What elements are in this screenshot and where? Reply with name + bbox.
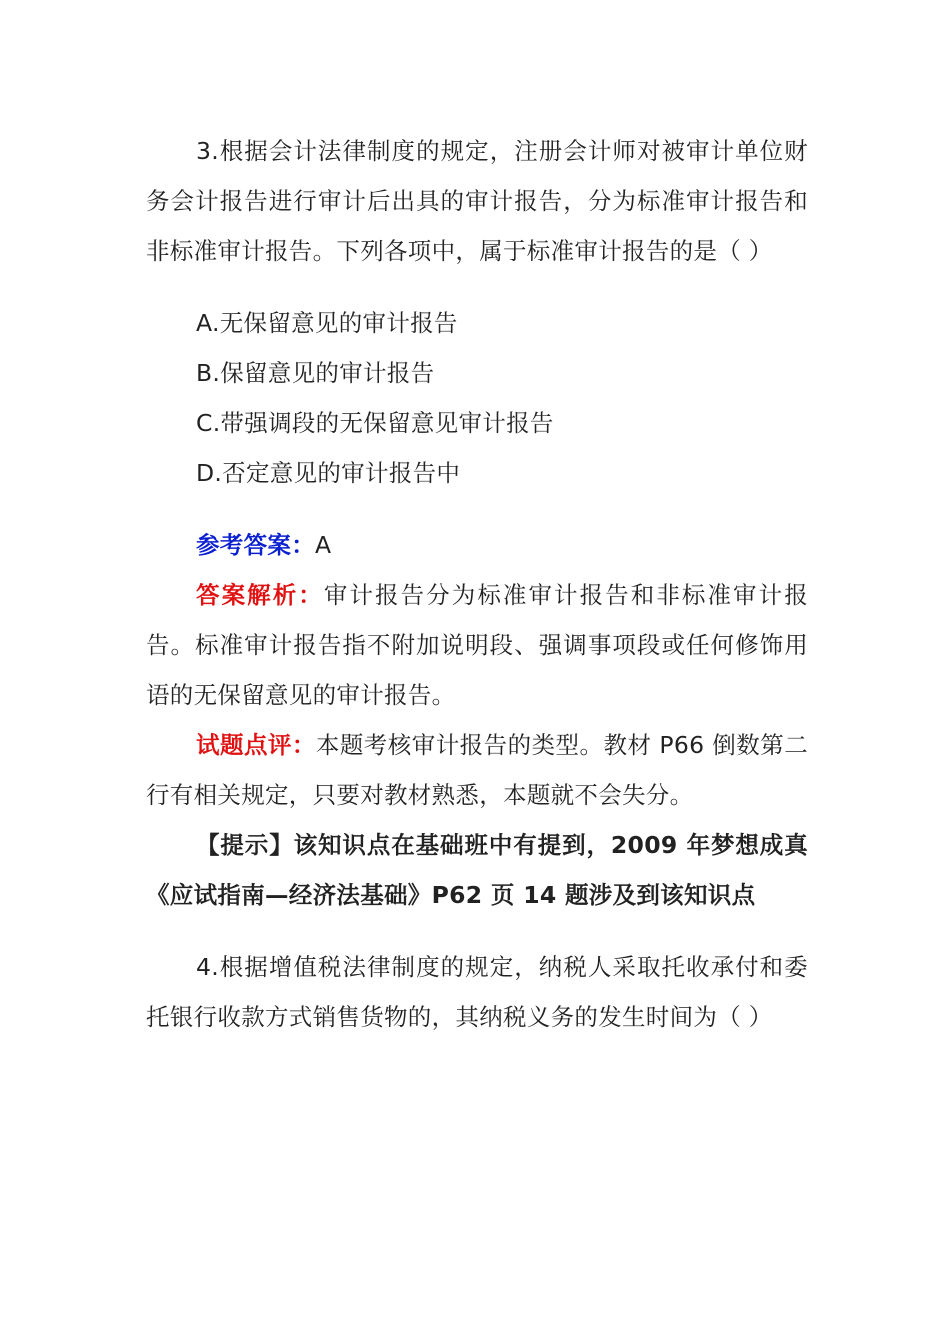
option-d: D.否定意见的审计报告中	[196, 459, 461, 487]
tip-note: 【提示】该知识点在基础班中有提到，2009 年梦想成真《应试指南—经济法基础》P62 页 14 题涉及到该知识点	[146, 831, 808, 909]
option-c: C.带强调段的无保留意见审计报告	[196, 409, 554, 437]
spacer	[146, 920, 808, 942]
question-comment	[146, 720, 808, 820]
question-4-stem: 4.根据增值税法律制度的规定，纳税人采取托收承付和委托银行收款方式销售货物的，其纳税义务的发生时间为（ ）	[146, 953, 808, 1031]
spacer	[146, 276, 808, 298]
reference-answer	[146, 520, 808, 570]
answer-value: A	[315, 531, 332, 559]
option-b: B.保留意见的审计报告	[196, 359, 435, 387]
question-3-stem: 3.根据会计法律制度的规定，注册会计师对被审计单位财务会计报告进行审计后出具的审计报告，分为标准审计报告和非标准审计报告。下列各项中，属于标准审计报告的是（ ）	[146, 137, 808, 265]
comment-label: 试题点评：	[196, 731, 316, 759]
answer-analysis	[146, 570, 808, 720]
analysis-label: 答案解析：	[196, 581, 324, 609]
document-page	[146, 126, 808, 1042]
analysis-text: 审计报告分为标准审计报告和非标准审计报告。标准审计报告指不附加说明段、强调事项段或任何修饰用语的无保留意见的审计报告。	[146, 581, 809, 709]
answer-label: 参考答案：	[196, 531, 315, 559]
spacer	[146, 498, 808, 520]
option-a: A.无保留意见的审计报告	[196, 309, 458, 337]
comment-text: 本题考核审计报告的类型。教材 P66 倒数第二行有相关规定，只要对教材熟悉，本题就不会失分。	[146, 731, 809, 809]
